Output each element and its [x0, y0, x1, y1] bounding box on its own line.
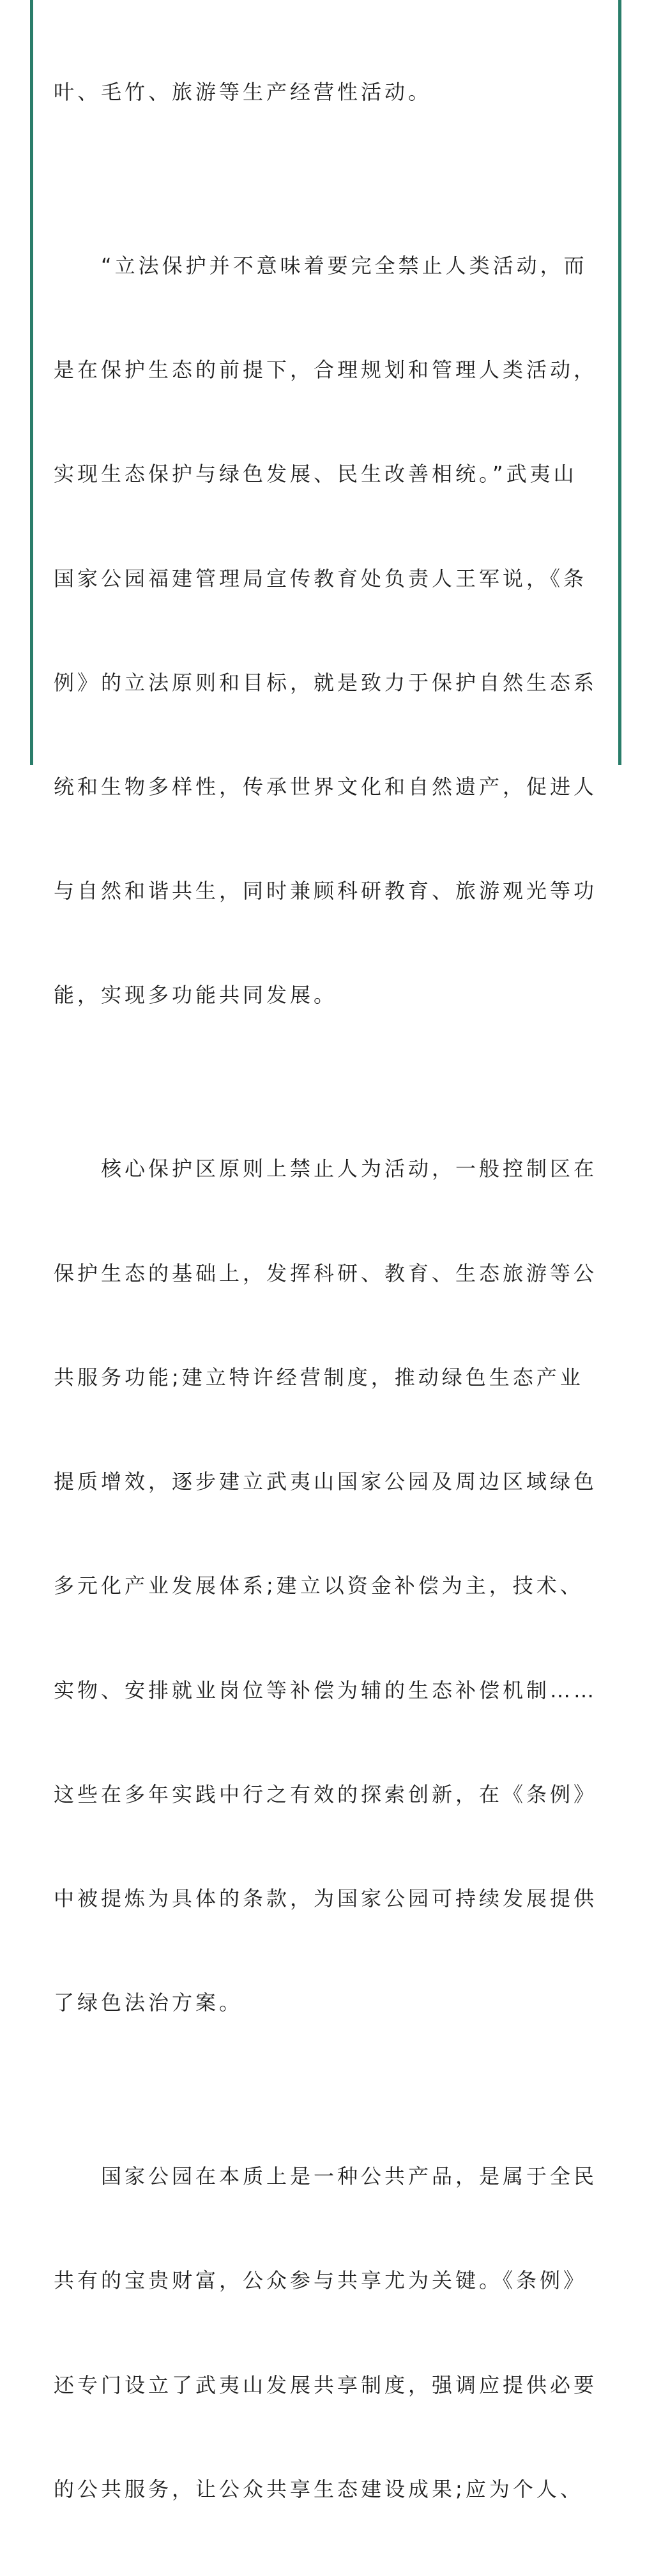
text-line: 叶、毛竹、旅游等生产经营性活动。 — [54, 79, 432, 104]
text-line: 中被提炼为具体的条款，为国家公园可持续发展提供 — [54, 1886, 598, 1911]
paragraph-3 — [54, 1082, 603, 2090]
text-line: 实现生态保护与绿色发展、民生改善相统。”武夷山 — [54, 462, 577, 487]
text-line: 还专门设立了武夷山发展共享制度，强调应提供必要 — [54, 2372, 598, 2397]
text-line: 例》的立法原则和目标，就是致力于保护自然生态系 — [54, 670, 598, 695]
paragraph-1 — [54, 5, 603, 179]
text-line: 与自然和谐共生，同时兼顾科研教育、旅游观光等功 — [54, 879, 598, 904]
article-body — [54, 5, 603, 2576]
text-line: 能，实现多功能共同发展。 — [54, 983, 338, 1008]
paragraph-4 — [54, 2089, 603, 2576]
text-line: 核心保护区原则上禁止人为活动，一般控制区在 — [54, 1156, 598, 1181]
text-line: 是在保护生态的前提下，合理规划和管理人类活动， — [54, 358, 598, 383]
text-line: 国家公园在本质上是一种公共产品，是属于全民 — [54, 2164, 598, 2189]
text-line: 提质增效，逐步建立武夷山国家公园及周边区域绿色 — [54, 1469, 598, 1494]
text-line: 共有的宝贵财富，公众参与共享尤为关键。《条例》 — [54, 2268, 588, 2293]
paragraph-2 — [54, 179, 603, 1082]
text-line: 实物、安排就业岗位等补偿为辅的生态补偿机制…… — [54, 1678, 598, 1702]
text-line: 国家公园福建管理局宣传教育处负责人王军说，《条 — [54, 566, 588, 591]
left-border-line — [30, 0, 33, 765]
text-line: 统和生物多样性，传承世界文化和自然遗产，促进人 — [54, 774, 598, 799]
text-line: 了绿色法治方案。 — [54, 1990, 243, 2015]
text-line: “立法保护并不意味着要完全禁止人类活动，而 — [54, 253, 588, 278]
text-line: 共服务功能;建立特许经营制度，推动绿色生态产业 — [54, 1365, 584, 1390]
text-line: 的公共服务，让公众共享生态建设成果;应为个人、 — [54, 2476, 584, 2501]
text-line: 多元化产业发展体系;建立以资金补偿为主，技术、 — [54, 1573, 584, 1598]
text-line: 保护生态的基础上，发挥科研、教育、生态旅游等公 — [54, 1261, 598, 1285]
text-line: 这些在多年实践中行之有效的探索创新，在《条例》 — [54, 1782, 598, 1807]
right-border-line — [618, 0, 621, 765]
